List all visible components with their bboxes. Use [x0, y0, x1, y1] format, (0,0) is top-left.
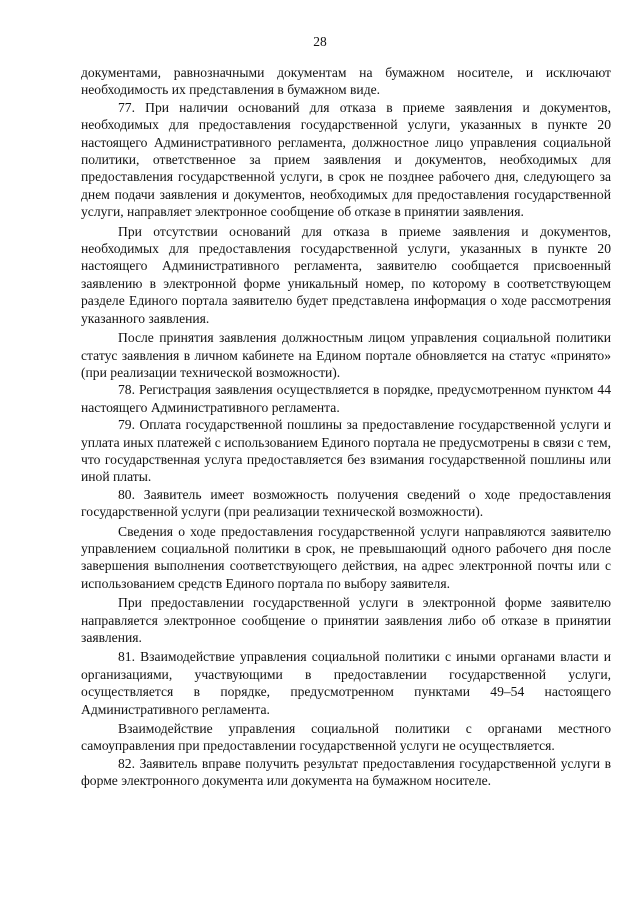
paragraph-82: 82. Заявитель вправе получить результат предоставления государственной услуги в форме электронного документа или документа на бумажном носителе. [81, 755, 611, 789]
paragraph-77-no-grounds: При отсутствии оснований для отказа в приеме заявления и документов, необходимых для предоставления государственной услуги, указанных в пункте 20 настоящего Административного регламента, заявителю сообщается присвоенный заявлению в электронной форме уникальный номер, по которому в соответствующем разделе Единого портала заявителю будет представлена информация о ходе рассмотрения указанного заявления. [81, 223, 611, 326]
paragraph-81-local: Взаимодействие управления социальной политики с органами местного самоуправления при предоставлении государственной услуги не осуществляется. [81, 721, 611, 754]
paragraph-77-status: После принятия заявления должностным лицом управления социальной политики статус заявления в личном кабинете на Едином портале обновляется на статус «принято» (при реализации технической возможности). [81, 330, 611, 380]
document-body [81, 64, 611, 790]
paragraph-continuation: документами, равнозначными документам на бумажном носителе, и исключают необходимость их представления в бумажном виде. [81, 65, 611, 98]
paragraph-80-electronic: При предоставлении государственной услуги в электронной форме заявителю направляется электронное сообщение о принятии заявления либо об отказе в принятии заявления. [81, 595, 611, 645]
paragraph-80: 80. Заявитель имеет возможность получения сведений о ходе предоставления государственной услуги (при реализации технической возможности). [81, 486, 611, 520]
page-number: 28 [313, 34, 327, 49]
paragraph-78: 78. Регистрация заявления осуществляется в порядке, предусмотренном пунктом 44 настоящего Административного регламента. [81, 382, 611, 415]
paragraph-77: 77. При наличии оснований для отказа в приеме заявления и документов, необходимых для предоставления государственной услуги, указанных в пункте 20 настоящего Административного регламента, должностное лицо управления социальной политики, ответственное за прием заявления и документов, необходимых для предоставления государственной услуги, в срок не позднее рабочего дня, следующего за днем подачи заявления и документов, необходимых для предоставления государственной услуги, направляет электронное сообщение об отказе в принятии заявления. [81, 99, 611, 220]
paragraph-81: 81. Взаимодействие управления социальной политики с иными органами власти и организациями, участвующими в предоставлении государственной услуги, осуществляется в порядке, предусмотренном пунктами 49–54 настоящего Административного регламента. [81, 649, 611, 717]
paragraph-80-info: Сведения о ходе предоставления государственной услуги направляются заявителю управлением социальной политики в срок, не превышающий одного рабочего дня после завершения выполнения соответствующего действия, на адрес электронной почты или с использованием средств Единого портала по выбору заявителя. [81, 523, 611, 591]
paragraph-79: 79. Оплата государственной пошлины за предоставление государственной услуги и уплата иных платежей с использованием Единого портала не предусмотрены в связи с тем, что государственная услуга предоставляется без взимания государственной пошлины или иной платы. [81, 417, 611, 485]
